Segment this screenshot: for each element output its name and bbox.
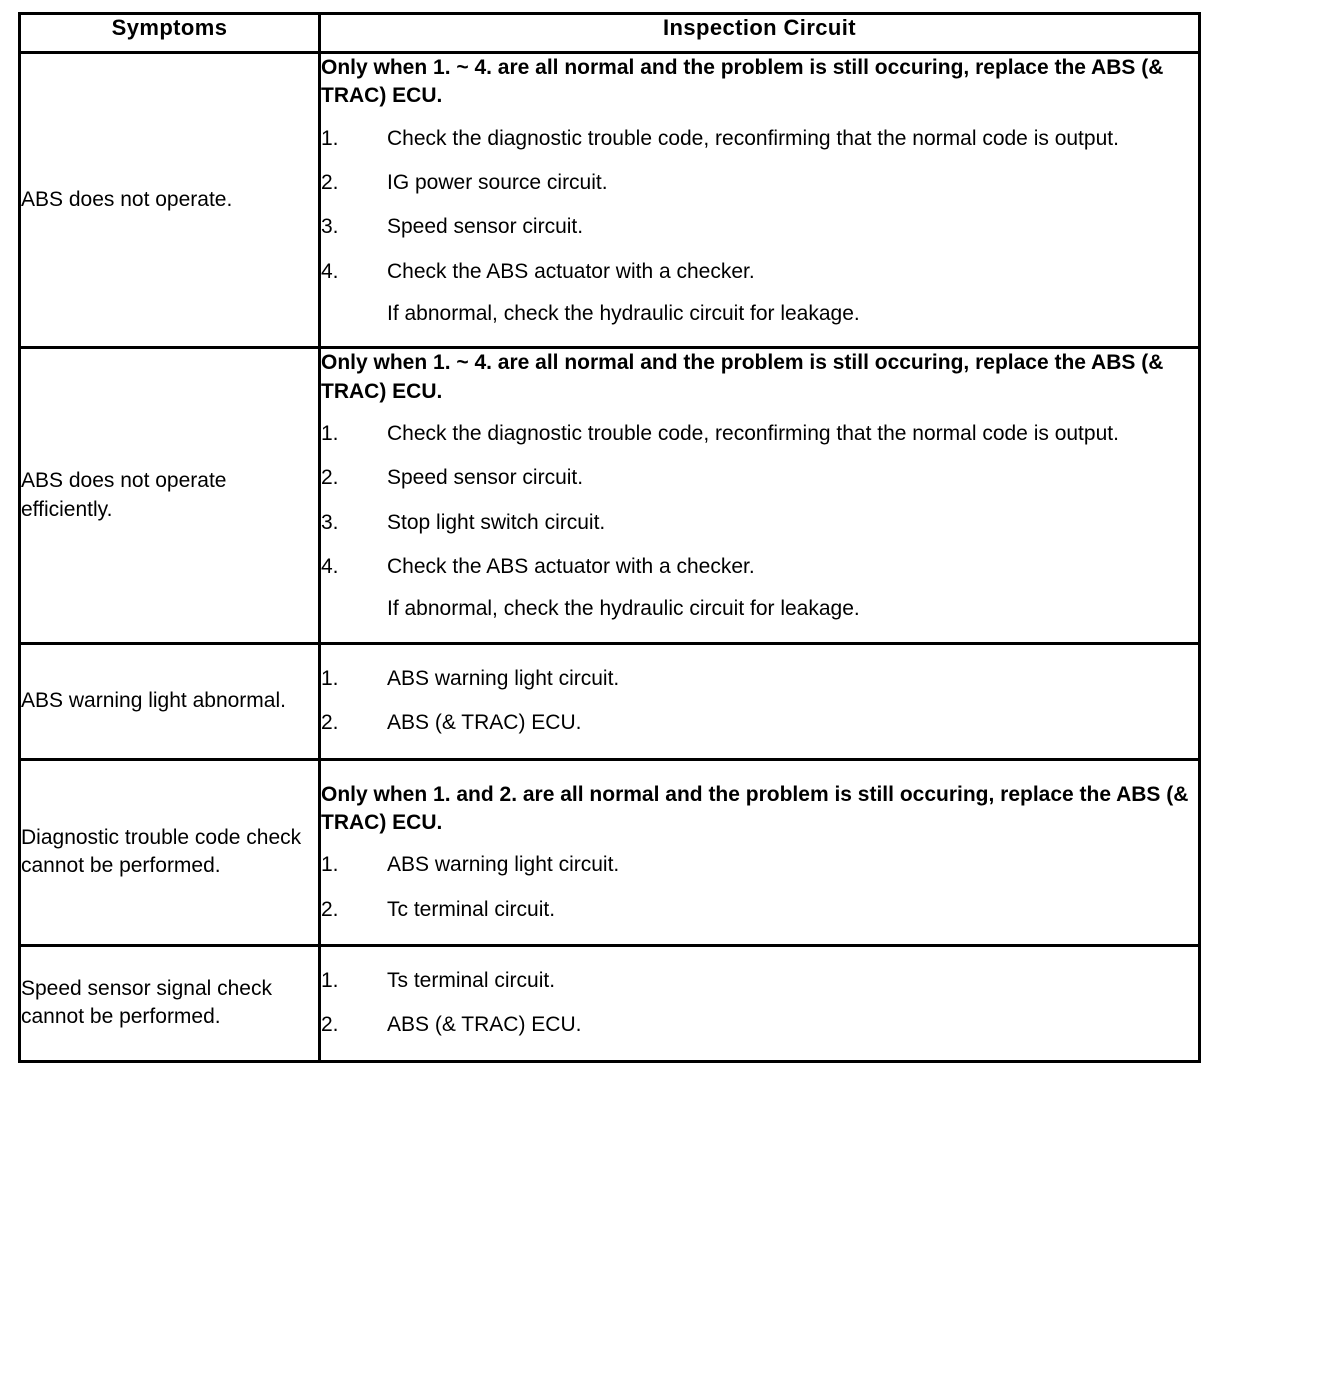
table-row [20,53,1200,348]
table-row [20,348,1200,643]
inspection-step-list [321,851,1198,924]
symptom-cell: Speed sensor signal check cannot be performed. [20,945,320,1061]
symptom-inspection-table [18,12,1201,1063]
step-number: 1. [321,126,339,150]
step-number: 3. [321,215,339,239]
step-number: 3. [321,510,339,534]
list-item [321,1011,1198,1039]
step-number: 1. [321,422,339,446]
cell-spacer [321,328,1198,346]
column-header-symptoms: Symptoms [20,14,320,53]
inspection-intro: Only when 1. ~ 4. are all normal and the problem is still occuring, replace the ABS (& TRAC) ECU. [321,56,1164,108]
step-text: Speed sensor circuit. [387,466,584,490]
step-number: 2. [321,171,339,195]
list-item [321,665,1198,693]
step-number: 2. [321,897,339,921]
symptom-cell: ABS warning light abnormal. [20,643,320,759]
table-header-row [20,14,1200,53]
inspection-note: If abnormal, check the hydraulic circuit for leakage. [387,302,860,326]
step-number: 2. [321,466,339,490]
step-text: Check the ABS actuator with a checker. [387,259,755,283]
step-number: 4. [321,555,339,579]
inspection-step-list [321,420,1198,581]
list-item [321,967,1198,995]
list-item [321,258,1198,286]
step-text: Speed sensor circuit. [387,215,584,239]
step-text: ABS warning light circuit. [387,853,620,877]
list-item [321,709,1198,737]
list-item [321,553,1198,581]
inspection-step-list [321,665,1198,738]
step-text: Tc terminal circuit. [387,897,556,921]
list-item [321,464,1198,492]
step-text: Ts terminal circuit. [387,968,556,992]
inspection-intro: Only when 1. and 2. are all normal and the problem is still occuring, replace the ABS (& TRAC) ECU. [321,782,1189,834]
inspection-cell [320,945,1200,1061]
inspection-step-list [321,967,1198,1040]
step-text: ABS warning light circuit. [387,666,620,690]
table-row [20,643,1200,759]
inspection-step-list [321,125,1198,286]
list-item [321,213,1198,241]
inspection-cell [320,643,1200,759]
step-number: 2. [321,711,339,735]
step-number: 1. [321,853,339,877]
step-number: 2. [321,1013,339,1037]
step-text: Check the ABS actuator with a checker. [387,555,755,579]
step-number: 4. [321,259,339,283]
inspection-note: If abnormal, check the hydraulic circuit for leakage. [387,597,860,621]
inspection-cell [320,348,1200,643]
step-text: IG power source circuit. [387,171,608,195]
list-item [321,509,1198,537]
cell-spacer [321,624,1198,642]
column-header-inspection-circuit: Inspection Circuit [320,14,1200,53]
list-item [321,420,1198,448]
table-row [20,759,1200,945]
step-text: Stop light switch circuit. [387,510,606,534]
step-text: Check the diagnostic trouble code, reconfirming that the normal code is output. [387,126,1119,150]
list-item [321,896,1198,924]
step-number: 1. [321,968,339,992]
symptom-cell: Diagnostic trouble code check cannot be performed. [20,759,320,945]
step-text: ABS (& TRAC) ECU. [387,711,582,735]
step-text: Check the diagnostic trouble code, reconfirming that the normal code is output. [387,422,1119,446]
symptom-cell: ABS does not operate efficiently. [20,348,320,643]
inspection-cell [320,53,1200,348]
step-text: ABS (& TRAC) ECU. [387,1013,582,1037]
step-number: 1. [321,666,339,690]
list-item [321,169,1198,197]
table-row [20,945,1200,1061]
list-item [321,851,1198,879]
symptom-cell: ABS does not operate. [20,53,320,348]
list-item [321,125,1198,153]
inspection-cell [320,759,1200,945]
inspection-intro: Only when 1. ~ 4. are all normal and the problem is still occuring, replace the ABS (& TRAC) ECU. [321,351,1164,403]
